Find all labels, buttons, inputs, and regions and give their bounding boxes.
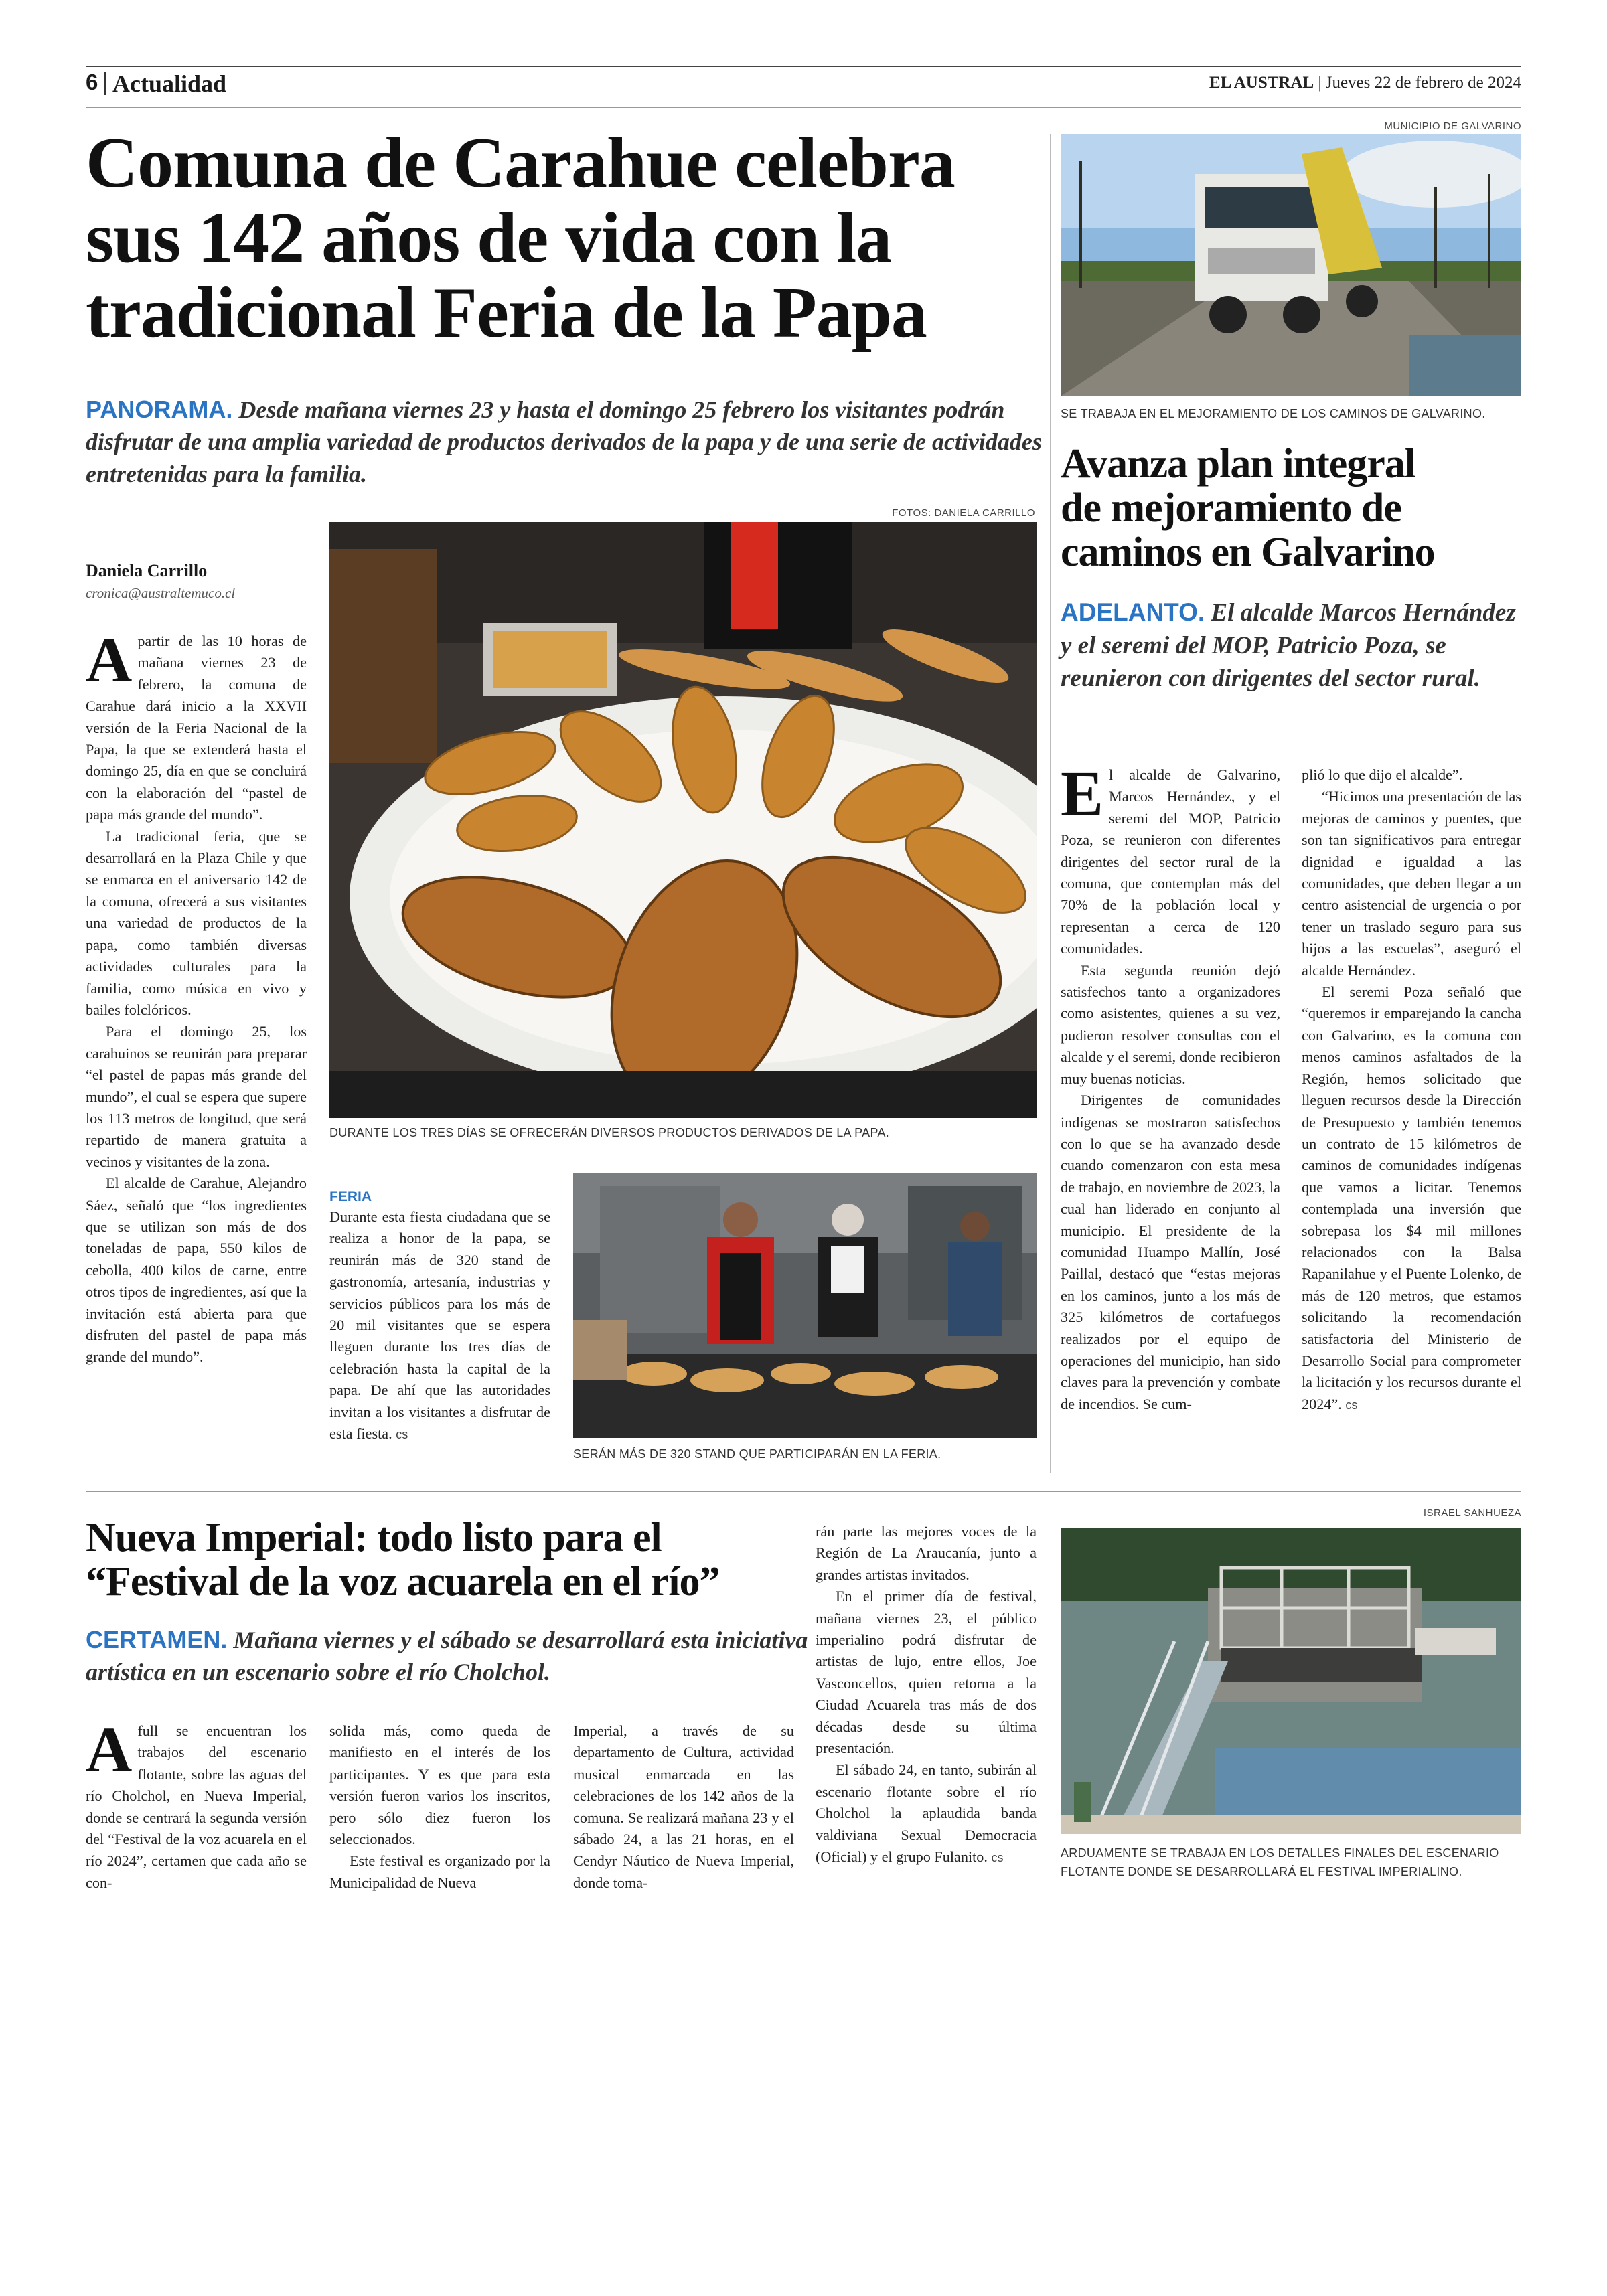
article1-body <box>86 624 307 1368</box>
page-number: 6 <box>86 70 98 94</box>
article2-photo-credit: MUNICIPIO DE GALVARINO <box>1384 120 1521 132</box>
headline-line: Nueva Imperial: todo listo para el <box>86 1515 662 1560</box>
column-divider <box>1050 134 1051 1473</box>
article2-lead <box>1061 596 1521 695</box>
author-email[interactable]: cronica@australtemuco.cl <box>86 585 236 601</box>
paragraph <box>1061 758 1280 960</box>
article3-lead <box>86 1624 809 1688</box>
paragraph: Para el domingo 25, los carahuinos se reunirán para preparar “el pastel de papas más grande del mundo”, el cual se espera que supere los 113 metros de longitud, que será repartido de manera gratuita a vecinos y visitantes de la zona. <box>86 1023 307 1170</box>
article3-col1 <box>86 1714 307 1894</box>
header-separator: | <box>1318 74 1326 92</box>
paragraph: plió lo que dijo el alcalde”. <box>1302 766 1463 783</box>
end-mark-icon: cs <box>991 1851 1004 1865</box>
paragraph: La tradicional feria, que se desarrollará en la Plaza Chile y que se enmarca en el aniversario 142 de la comuna, ofrecerá a sus visitantes una variedad de productos de la papa, como también diversas actividades culturales para la familia, como música en vivo y bailes folclóricos. <box>86 827 307 1018</box>
paragraph: El alcalde de Carahue, Alejandro Sáez, señaló que “los ingredientes que se utilizan son más de dos toneladas de papa, 550 kilos de cebolla, 400 kilos de carne, entre otros tipos de ingredientes, así que la invitación está abierta para que disfruten del pastel de papa más grande del mundo”. <box>86 1175 307 1366</box>
paragraph <box>86 1714 307 1894</box>
truck-photo-caption: SE TRABAJA EN EL MEJORAMIENTO DE LOS CAMINOS DE GALVARINO. <box>1061 407 1486 420</box>
stage-photo <box>1061 1528 1521 1834</box>
dropcap: A <box>86 1714 133 1785</box>
paragraph: Este festival es organizado por la Municipalidad de Nueva <box>329 1852 550 1891</box>
section-title: Actualidad <box>112 70 227 97</box>
article1-kicker: PANORAMA. <box>86 396 233 423</box>
paragraph: rán parte las mejores voces de la Región de La Araucanía, junto a grandes artistas invitados. <box>816 1523 1037 1583</box>
headline-line: Avanza plan integral <box>1061 441 1415 487</box>
feria-box <box>329 1189 550 1445</box>
headline-line: tradicional Feria de la Papa <box>86 273 927 353</box>
article3-headline <box>86 1515 809 1604</box>
article3-col2 <box>329 1720 550 1894</box>
article2-lead-text: El alcalde Marcos Hernández y el seremi del MOP, Patricio Poza, se reunieron con dirigentes del sector rural. <box>1061 599 1516 692</box>
feria-paragraph: Durante esta fiesta ciudadana que se realiza a honor de la papa, se reunirán más de 320 stand de gastronomía, artesanía, industrias y servicios públicos para los más de 20 mil visitantes que se espera lleguen durante los tres días de celebración hasta la capital de la papa. De ahí que las autoridades invitan a los visitantes a disfrutar de esta fiesta. <box>329 1208 550 1443</box>
paragraph: Esta segunda reunión dejó satisfechos tanto a organizadores como asistentes, quienes a su vez, pudieron resolver consultas con el alcalde y el seremi, donde recibieron muy buenas noticias. <box>1061 961 1280 1087</box>
food-photo <box>329 522 1037 1118</box>
paragraph-text: El seremi Poza señaló que “queremos ir emparejando la cancha con Galvarino, es la comuna con menos caminos asfaltados de la Región, hemos solicitado que lleguen recursos desde la Dirección de Presupuesto y también tenemos un contrato de 15 kilómetros de caminos de comunidades indígenas que vamos a licitar. Tenemos contemplada una inversión que sobrepasa los $4 mil millones relacionados con la Balsa Rapanilahue y el Puente Lolenko, de más de 120 metros, que estamos solicitando la recomendación satisfactoria del Ministerio de Desarrollo Social para comprometer la licitación y los recursos durante el 2024”. <box>1302 983 1521 1412</box>
paragraph-text: partir de las 10 horas de mañana viernes 23 de febrero, la comuna de Carahue dará inicio a la XXVII versión de la Feria Nacional de la Papa, la que se extenderá hasta el domingo 25, día en que se concluirá con la elaboración del “pastel de papa más grande del mundo”. <box>86 633 307 823</box>
article3-photo-credit: ISRAEL SANHUEZA <box>1423 1507 1521 1519</box>
article1-lead-text: Desde mañana viernes 23 y hasta el domingo 25 febrero los visitantes podrán disfrutar de una amplia variedad de productos derivados de la papa y de una serie de actividades entretenidas para la familia. <box>86 396 1042 487</box>
byline <box>86 561 307 602</box>
issue-date: Jueves 22 de febrero de 2024 <box>1325 74 1521 92</box>
headline-line: de mejoramiento de <box>1061 485 1401 531</box>
article3-lead-text: Mañana viernes y el sábado se desarrollará esta iniciativa artística en un escenario sobre el río Cholchol. <box>86 1627 808 1686</box>
article3-kicker: CERTAMEN. <box>86 1626 228 1653</box>
article2-col2 <box>1302 764 1521 1416</box>
paragraph: solida más, como queda de manifiesto en el interés de los participantes. Y es que para esta versión fueron varios los inscritos, pero sólo diez fueron los seleccionados. <box>329 1722 550 1848</box>
paragraph: En el primer día de festival, mañana viernes 23, el público imperialino podrá disfrutar de artistas de lujo, entre ellos, Joe Vasconcellos, quien retorna a la Ciudad Acuarela tras más de dos décadas desde su última presentación. <box>816 1588 1037 1757</box>
paragraph-text: full se encuentran los trabajos del escenario flotante, sobre las aguas del río Cholchol, en Nueva Imperial, donde se centrará la segunda versión del “Festival de la voz acuarela en el río 2024”, certamen que cada año se con- <box>86 1722 307 1891</box>
paragraph <box>816 1759 1037 1868</box>
end-mark-icon: cs <box>396 1428 408 1442</box>
paragraph <box>1302 981 1521 1416</box>
stand-photo-caption: SERÁN MÁS DE 320 STAND QUE PARTICIPARÁN EN LA FERIA. <box>573 1447 941 1461</box>
newspaper-name: EL AUSTRAL <box>1209 74 1314 92</box>
top-rule <box>86 66 1521 67</box>
paragraph: “Hicimos una presentación de las mejoras de caminos y puentes, que son tan significativos para entregar dignidad e igualdad a las comunidades, que deben llegar a un centro asistencial de urgencia o por tener un traslado seguro para sus hijos a las escuelas”, aseguró el alcalde Hernández. <box>1302 788 1521 979</box>
paragraph-text: El sábado 24, en tanto, subirán al escenario flotante sobre el río Cholchol la aplaudida banda valdiviana Sexual Democracia (Oficial) y el grupo Fulanito. <box>816 1761 1037 1866</box>
article1-photo-credit: FOTOS: DANIELA CARRILLO <box>892 507 1035 519</box>
feria-subhead: FERIA <box>329 1189 372 1204</box>
article1-headline <box>86 123 1043 353</box>
article2-col1 <box>1061 758 1280 1415</box>
headline-line: Comuna de Carahue celebra <box>86 123 955 203</box>
truck-photo <box>1061 134 1521 396</box>
article2-headline <box>1061 442 1521 574</box>
end-mark-icon: cs <box>1345 1398 1358 1412</box>
paragraph: Imperial, a través de su departamento de Cultura, actividad musical enmarcada en las celebraciones de los 142 años de la comuna. Se realizará mañana 23 y el sábado 24, a las 21 horas, en el Cendyr Náutico de Nueva Imperial, donde toma- <box>573 1722 794 1891</box>
dropcap: E <box>1061 758 1104 829</box>
headline-line: caminos en Galvarino <box>1061 529 1435 575</box>
article2-kicker: ADELANTO. <box>1061 598 1205 626</box>
article1-lead <box>86 394 1043 490</box>
author-name: Daniela Carrillo <box>86 561 208 580</box>
dropcap: A <box>86 624 133 695</box>
article3-col4 <box>816 1521 1037 1869</box>
food-photo-caption: DURANTE LOS TRES DÍAS SE OFRECERÁN DIVERSOS PRODUCTOS DERIVADOS DE LA PAPA. <box>329 1126 890 1139</box>
headline-line: sus 142 años de vida con la <box>86 198 892 278</box>
stand-photo <box>573 1173 1037 1438</box>
header-bottom-rule <box>86 107 1521 108</box>
masthead <box>1209 74 1521 92</box>
paragraph <box>86 624 307 826</box>
paragraph: Dirigentes de comunidades indígenas se mostraron satisfechos con lo que se ha avanzado desde cuando comenzaron con esta mesa de trabajo, en noviembre de 2023, la cual han liderado en conjunto al municipio. El presidente de la comunidad Huampo Mallín, José Paillal, destacó que “estas mejoras en los caminos, junto a los más de 325 kilómetros de cortafuegos realizados por el equipo de operaciones del municipio, han sido claves para la prevención y combate de incendios. Se cum- <box>1061 1092 1280 1412</box>
headline-line: “Festival de la voz acuarela en el río” <box>86 1559 720 1605</box>
article3-col3 <box>573 1720 794 1894</box>
stage-photo-caption: ARDUAMENTE SE TRABAJA EN LOS DETALLES FINALES DEL ESCENARIO FLOTANTE DONDE SE DESARROLLARÁ EL FESTIVAL IMPERIALINO. <box>1061 1846 1499 1878</box>
paragraph-text: l alcalde de Galvarino, Marcos Hernández, y el seremi del MOP, Patricio Poza, se reunieron con diferentes dirigentes del sector rural de la comuna, que contemplan más del 70% de la población local y representan a cerca de 120 comunidades. <box>1061 766 1280 957</box>
feria-text <box>329 1206 550 1445</box>
header-divider <box>104 72 106 95</box>
section-rule <box>86 1491 1521 1492</box>
